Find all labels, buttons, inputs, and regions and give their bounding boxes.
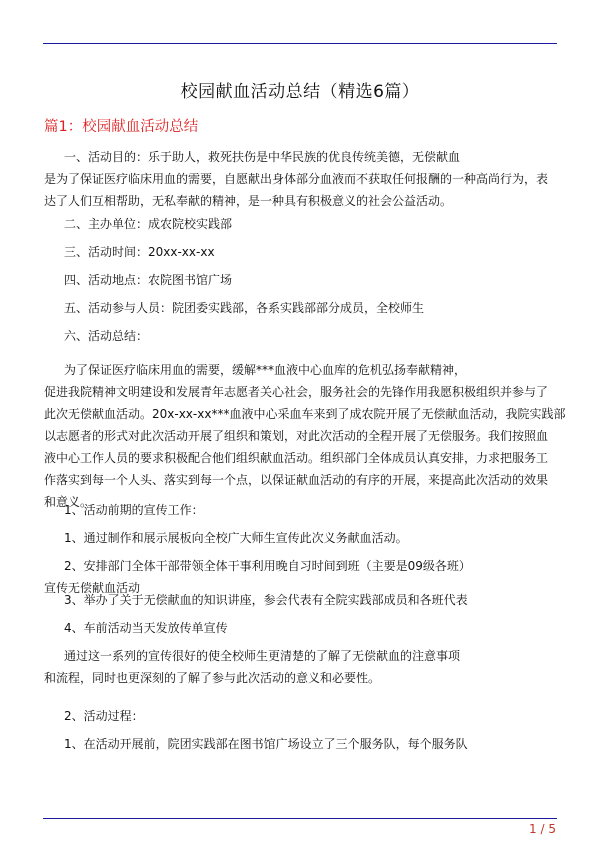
page-number: 1 / 5 bbox=[529, 822, 556, 836]
paragraph-line: 2、活动过程： bbox=[64, 709, 144, 723]
paragraph bbox=[44, 705, 558, 727]
paragraph-line: 达了人们互相帮助，无私奉献的精神，是一种具有积极意义的社会公益活动。 bbox=[44, 194, 453, 208]
paragraph bbox=[44, 269, 558, 291]
paragraph-line: 4、车前活动当天发放传单宣传 bbox=[64, 621, 228, 635]
paragraph-line: 四、活动地点：农院图书馆广场 bbox=[64, 273, 233, 287]
paragraph-line: 二、主办单位：成农院校实践部 bbox=[64, 217, 233, 231]
paragraph bbox=[44, 617, 558, 639]
section-heading: 篇1：校园献血活动总结 bbox=[44, 119, 199, 135]
paragraph bbox=[44, 325, 558, 347]
paragraph bbox=[44, 146, 558, 212]
paragraph-line: 通过这一系列的宣传很好的使全校师生更清楚的了解了无偿献血的注意事项 bbox=[64, 649, 461, 663]
paragraph-line: 是为了保证医疗临床用血的需要，自愿献出身体部分血液而不获取任何报酬的一种高尚行为，表 bbox=[44, 172, 549, 186]
paragraph-line: 五、活动参与人员：院团委实践部，各系实践部部分成员，全校师生 bbox=[64, 301, 425, 315]
paragraph bbox=[44, 297, 558, 319]
paragraph bbox=[44, 499, 558, 521]
paragraph bbox=[44, 213, 558, 235]
paragraph-line: 3、举办了关于无偿献血的知识讲座，参会代表有全院实践部成员和各班代表 bbox=[64, 593, 468, 607]
footer-rule bbox=[43, 818, 557, 819]
paragraph bbox=[44, 359, 566, 513]
paragraph bbox=[44, 589, 558, 611]
paragraph-line: 液中心工作人员的要求积极配合他们组织献血活动。组织部门全体成员认真安排，力求把服务工 bbox=[44, 451, 549, 465]
paragraph-line: 宣传无偿献血活动 bbox=[44, 581, 141, 595]
paragraph bbox=[44, 241, 558, 263]
document-title: 校园献血活动总结（精选6篇） bbox=[180, 82, 420, 102]
paragraph-line: 为了保证医疗临床用血的需要，缓解***血液中心血库的危机弘扬奉献精神， bbox=[64, 363, 467, 377]
paragraph-line: 2、安排部门全体干部带领全体干事利用晚自习时间到班（主要是09级各班） bbox=[64, 559, 471, 573]
paragraph-line: 1、在活动开展前，院团实践部在图书馆广场设立了三个服务队，每个服务队 bbox=[64, 737, 468, 751]
paragraph-line: 作落实到每一个人头、落实到每一个点，以保证献血活动的有序的开展，来提高此次活动的效果 bbox=[44, 473, 549, 487]
paragraph bbox=[44, 733, 558, 755]
paragraph bbox=[44, 527, 558, 549]
paragraph-line: 1、活动前期的宣传工作： bbox=[64, 503, 204, 517]
header-rule bbox=[43, 43, 557, 44]
paragraph-line: 和意义。 bbox=[44, 495, 93, 509]
paragraph-line: 此次无偿献血活动。20x-xx-xx***血液中心采血车来到了成农院开展了无偿献血活动，我院实践部 bbox=[44, 407, 566, 421]
paragraph-line: 促进我院精神文明建设和发展青年志愿者关心社会，服务社会的先锋作用我愿积极组织并参与了 bbox=[44, 385, 549, 399]
paragraph-line: 和流程，同时也更深刻的了解了参与此次活动的意义和必要性。 bbox=[44, 671, 381, 685]
paragraph-line: 三、活动时间：20xx-xx-xx bbox=[64, 245, 215, 259]
paragraph bbox=[44, 645, 558, 689]
paragraph-line: 以志愿者的形式对此次活动开展了组织和策划，对此次活动的全程开展了无偿服务。我们按照血 bbox=[44, 429, 549, 443]
paragraph-line: 六、活动总结： bbox=[64, 329, 149, 343]
paragraph-line: 1、通过制作和展示展板向全校广大师生宣传此次义务献血活动。 bbox=[64, 531, 408, 545]
paragraph-line: 一、活动目的：乐于助人，救死扶伤是中华民族的优良传统美德，无偿献血 bbox=[64, 150, 461, 164]
